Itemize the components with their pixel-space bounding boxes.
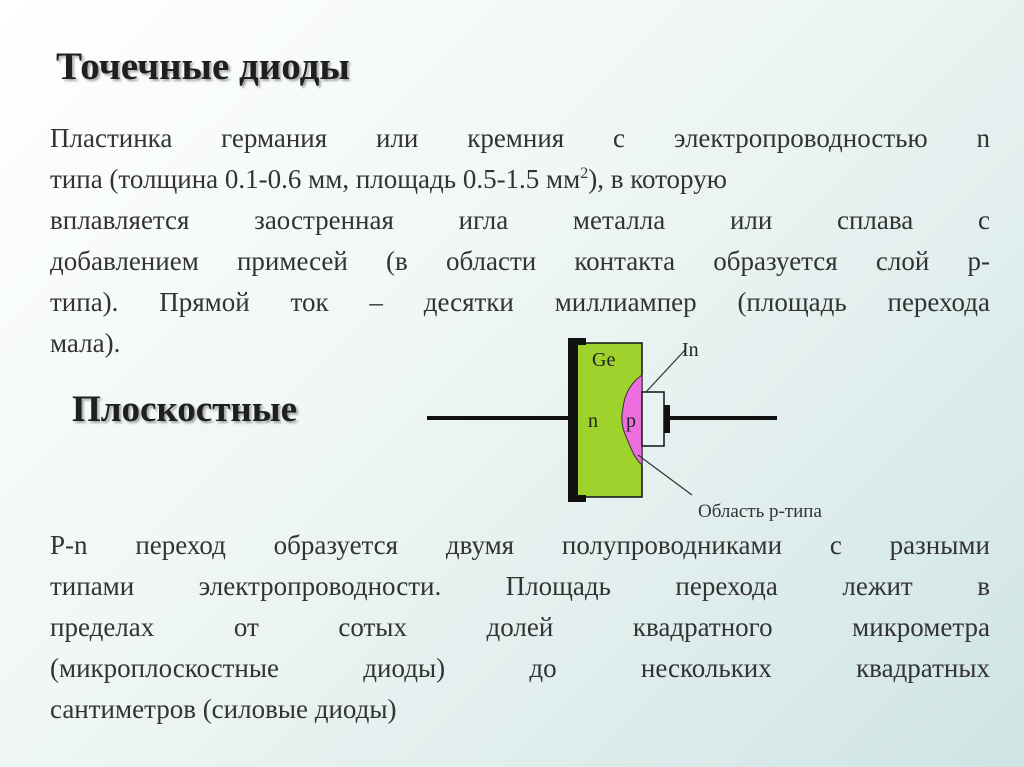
word: миллиампер [554, 287, 697, 317]
in-leader-line [646, 350, 685, 392]
paragraph-line [50, 159, 990, 200]
label-n: n [588, 410, 598, 432]
word: типа). [50, 287, 119, 317]
word: квадратных [856, 653, 990, 683]
word: нескольких [640, 653, 772, 683]
word: или [729, 205, 773, 235]
word: образуется [713, 246, 838, 276]
word: (площадь [737, 287, 847, 317]
word: сотых [338, 612, 407, 642]
paragraph-line [50, 607, 990, 648]
paragraph-line: сантиметров (силовые диоды) [50, 694, 397, 724]
word: P-n [50, 530, 88, 560]
planar-diode-diagram [420, 330, 880, 530]
superscript: 2 [580, 165, 589, 182]
paragraph-line [50, 282, 990, 323]
base-electrode-cap-bottom [568, 495, 586, 502]
paragraph-line: мала). [50, 328, 121, 358]
base-electrode-cap-top [568, 338, 586, 345]
word: контакта [574, 246, 676, 276]
title-point-diodes: Точечные диоды [56, 45, 350, 88]
word: от [233, 612, 259, 642]
word: с [829, 530, 842, 560]
word: квадратного [632, 612, 773, 642]
word: области [445, 246, 537, 276]
word: n [976, 123, 990, 153]
word: вплавляется [50, 205, 190, 235]
word: двумя [445, 530, 515, 560]
word: лежит [842, 571, 913, 601]
word: примесей [236, 246, 348, 276]
word: с [613, 123, 626, 153]
word: образуется [273, 530, 399, 560]
label-p-region: Область р-типа [698, 501, 822, 522]
word: долей [486, 612, 554, 642]
text-fragment: типа (толщина 0.1-0.6 мм, площадь 0.5-1.5 $мм^2$), в которую [50, 164, 727, 194]
label-p: p [626, 410, 636, 432]
word: Пластинка [50, 123, 173, 153]
paragraph-line [50, 200, 990, 241]
word: р- [967, 246, 990, 276]
word: добавлением [50, 246, 199, 276]
word: (в [386, 246, 408, 276]
word: (микроплоскостные [50, 653, 279, 683]
word: в [977, 571, 990, 601]
paragraph-point-diodes [50, 118, 990, 364]
word: десятки [423, 287, 514, 317]
word: или [376, 123, 419, 153]
word: микрометра [852, 612, 990, 642]
word: сплава [837, 205, 914, 235]
word: пределах [50, 612, 155, 642]
word: кремния [467, 123, 565, 153]
word: металла [572, 205, 666, 235]
word: перехода [887, 287, 990, 317]
word: заостренная [254, 205, 394, 235]
label-ge: Ge [592, 349, 616, 371]
word: ток [290, 287, 329, 317]
word: до [529, 653, 557, 683]
word: Площадь [505, 571, 611, 601]
word: переход [135, 530, 226, 560]
base-electrode [568, 338, 578, 502]
word: германия [221, 123, 328, 153]
indium-contact [642, 392, 664, 446]
word: электропроводностью [673, 123, 928, 153]
paragraph-line [50, 525, 990, 566]
paragraph-planar-diodes [50, 525, 990, 730]
top-electrode [664, 405, 670, 433]
word: с [977, 205, 990, 235]
word: перехода [675, 571, 778, 601]
p-region-leader-line [638, 455, 692, 495]
word: игла [458, 205, 509, 235]
word: – [369, 287, 383, 317]
title-planar-diodes: Плоскостные [72, 389, 298, 430]
paragraph-line [50, 648, 990, 689]
word: диоды) [363, 653, 446, 683]
word: Прямой [159, 287, 250, 317]
paragraph-line [50, 566, 990, 607]
word: типами [50, 571, 135, 601]
word: электропроводности. [198, 571, 442, 601]
word: разными [889, 530, 990, 560]
label-in: In [682, 339, 699, 361]
word: слой [875, 246, 930, 276]
paragraph-line [50, 118, 990, 159]
word: полупроводниками [561, 530, 783, 560]
paragraph-line [50, 241, 990, 282]
